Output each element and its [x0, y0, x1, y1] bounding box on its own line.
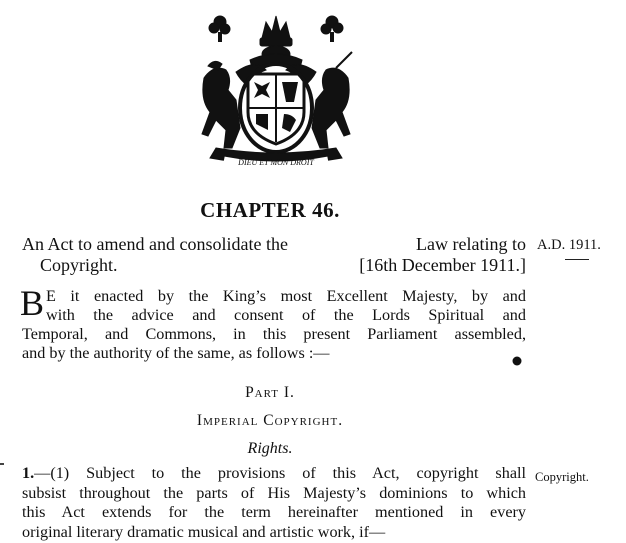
section-1-line-4: original literary dramatic musical and artistic work, if—: [22, 522, 386, 541]
margin-note-copyright: Copyright.: [535, 470, 589, 484]
enacting-line-2: with the advice and consent of the Lords Spiritual and: [46, 306, 526, 324]
crest-motto: DIEU ET MON DROIT: [238, 158, 314, 167]
section-1-line-3: this Act extends for the term hereinafter mentioned in every: [22, 503, 526, 521]
assent-date: [16th December 1911.]: [359, 255, 526, 275]
section-1-line-2: subsist throughout the parts of His Majesty’s dominions to which: [22, 483, 526, 502]
section-group-heading: Imperial Copyright.: [196, 412, 344, 429]
title-line-2-a: Copyright.: [40, 255, 118, 275]
enacting-line-4: and by the authority of the same, as follows :—: [22, 344, 330, 362]
enacting-line-3: Temporal, and Commons, in this present Parliament assembled,: [22, 325, 526, 343]
drop-cap: B: [20, 283, 45, 323]
section-1-line-1-text: —(1) Subject to the provisions of this Act, copyright shall: [34, 464, 526, 482]
section-1: [22, 464, 526, 542]
subheading: Rights.: [247, 440, 293, 457]
enacting-formula: [20, 283, 526, 363]
title-line-1-b: Law relating to: [416, 234, 526, 254]
margin-rule: [565, 259, 589, 260]
enacting-line-1: E it enacted by the King’s most Excellent Majesty, by and: [46, 287, 526, 305]
royal-coat-of-arms-icon: [196, 8, 356, 172]
title-line-1-a: An Act to amend and consolidate the: [22, 234, 288, 254]
act-long-title: [22, 234, 526, 276]
print-speck: [0, 463, 4, 465]
chapter-heading: CHAPTER 46.: [200, 198, 340, 222]
part-heading: Part I.: [245, 384, 295, 401]
margin-year-note: A.D. 1911.: [537, 237, 601, 253]
section-1-line-1: [22, 464, 526, 484]
ink-blot-icon: [512, 356, 522, 366]
section-number: 1.: [22, 464, 35, 482]
